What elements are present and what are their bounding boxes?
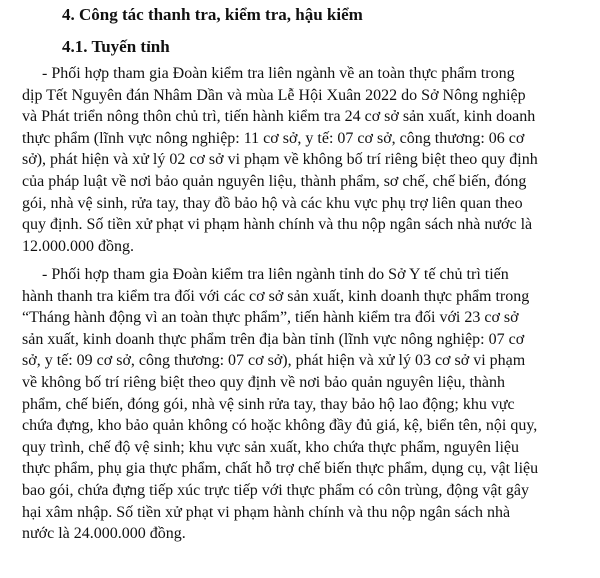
paragraph-line: của pháp luật về nơi bảo quản nguyên liệu, thành phẩm, sơ chế, chế biến, đóng [22,172,527,190]
paragraph-line: bao gói, chứa đựng tiếp xúc trực tiếp với thực phẩm có côn trùng, động vật gây [22,481,530,499]
paragraph-line: và Phát triển nông thôn chủ trì, tiến hành kiểm tra 24 cơ sở sản xuất, kinh doanh [22,108,536,126]
paragraph-line: thực phẩm, phụ gia thực phẩm, chất hỗ trợ chế biến thực phẩm, dụng cụ, vật liệu [22,460,539,478]
paragraph-line: hại xâm nhập. Số tiền xử phạt vi phạm hành chính và thu nộp ngân sách nhà [22,503,511,521]
paragraph-2 [22,264,587,545]
paragraph-line: thực phẩm (lĩnh vực nông nghiệp: 11 cơ sở, y tế: 07 cơ sở, công thương: 06 cơ [22,129,525,147]
paragraph-1 [22,63,587,257]
paragraph-line: - Phối hợp tham gia Đoàn kiểm tra liên ngành về an toàn thực phẩm trong [22,65,515,82]
paragraph-line: nước là 24.000.000 đồng. [22,525,186,543]
section-heading: 4. Công tác thanh tra, kiểm tra, hậu kiểm [62,5,363,24]
paragraph-line: “Tháng hành động vì an toàn thực phẩm”, tiến hành kiểm tra đối với 23 cơ sở [22,309,519,327]
paragraph-line: phẩm, chế biến, đóng gói, nhà vệ sinh rửa tay, thay bảo hộ lao động; khu vực [22,395,515,413]
paragraph-line: hành thanh tra kiểm tra đối với các cơ sở sản xuất, kinh doanh thực phẩm trong [22,287,530,305]
paragraph-line: sở), phát hiện và xử lý 02 cơ sở vi phạm về không bố trí riêng biệt theo quy định [22,151,538,169]
paragraph-line: dịp Tết Nguyên đán Nhâm Dần và mùa Lễ Hội Xuân 2022 do Sở Nông nghiệp [22,86,526,104]
subsection-heading: 4.1. Tuyến tỉnh [62,37,170,56]
paragraph-line: sản xuất, kinh doanh thực phẩm trên địa bàn tỉnh (lĩnh vực nông nghiệp: 07 cơ [22,330,525,348]
paragraph-line: sở, y tế: 09 cơ sở, công thương: 07 cơ sở), phát hiện và xử lý 03 cơ sở vi phạm [22,352,526,370]
paragraph-line: - Phối hợp tham gia Đoàn kiểm tra liên ngành tỉnh do Sở Y tế chủ trì tiến [22,266,509,283]
paragraph-line: về không bố trí riêng biệt theo quy định về nơi bảo quản nguyên liệu, thành [22,373,506,391]
paragraph-line: gói, nhà vệ sinh, rửa tay, thay đồ bảo hộ và các khu vực phụ trợ liên quan theo [22,194,523,212]
paragraph-line: quy trình, chế độ vệ sinh; khu vực sản xuất, kho chứa thực phẩm, nguyên liệu [22,438,520,456]
paragraph-line: quy định. Số tiền xử phạt vi phạm hành chính và thu nộp ngân sách nhà nước là [22,216,533,234]
paragraph-line: chứa đựng, kho bảo quản không có hoặc không đầy đủ giá, kệ, biển tên, nội quy, [22,417,538,435]
paragraph-line: 12.000.000 đồng. [22,237,134,255]
